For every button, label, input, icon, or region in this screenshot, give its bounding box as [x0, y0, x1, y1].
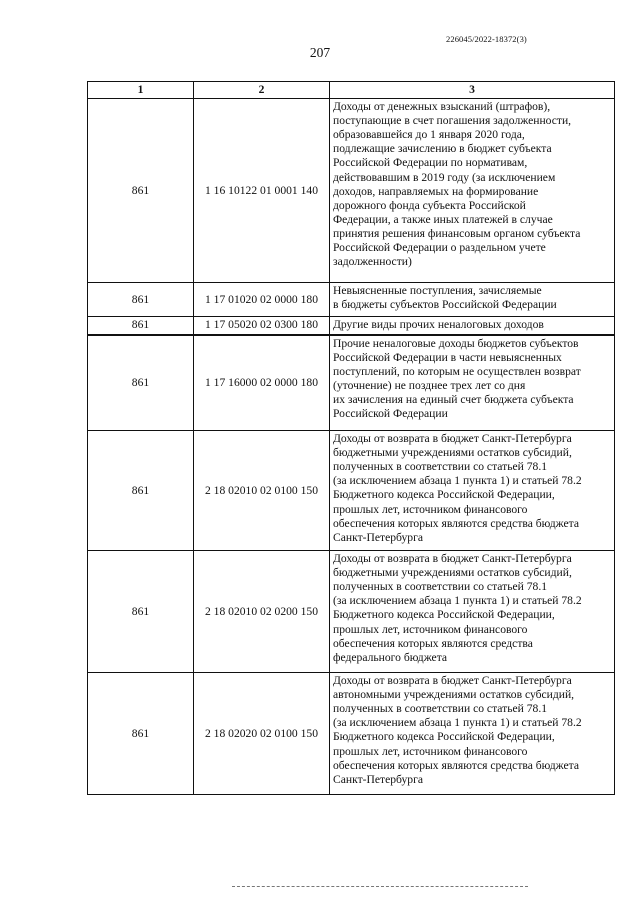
column-header-2: 2: [194, 82, 330, 99]
column-header-1: 1: [88, 82, 194, 99]
budget-codes-table: [87, 81, 615, 795]
footer-divider: [232, 886, 528, 887]
document-id: 226045/2022-18372(3): [446, 34, 527, 44]
admin-code-cell: 861: [88, 335, 194, 431]
admin-code-cell: 861: [88, 317, 194, 335]
description-cell: Доходы от возврата в бюджет Санкт-Петербурга бюджетными учреждениями остатков субсидий, полученных в соответствии со статьей 78.1 (за исключением абзаца 1 пункта 1) и статьей 78.2 Бюджетного кодекса Российской Федерации, прошлых лет, источником финансового обеспечения которых являются средства бюджета Санкт-Петербурга: [330, 431, 615, 551]
page-number: 207: [309, 45, 331, 60]
budget-code-cell: 1 17 05020 02 0300 180: [194, 317, 330, 335]
budget-code-cell: 1 17 01020 02 0000 180: [194, 283, 330, 317]
admin-code-cell: 861: [88, 431, 194, 551]
budget-code-cell: 2 18 02010 02 0200 150: [194, 551, 330, 673]
description-cell: Прочие неналоговые доходы бюджетов субъектов Российской Федерации в части невыясненных поступлений, по которым не осуществлен возврат (уточнение) не позднее трех лет со дня их зачисления на единый счет бюджета субъекта Российской Федерации: [330, 335, 615, 431]
table-header-row: [88, 82, 615, 99]
table-row: [88, 317, 615, 335]
description-cell: Доходы от денежных взысканий (штрафов), поступающие в счет погашения задолженности, образовавшейся до 1 января 2020 года, подлежащие зачислению в бюджет субъекта Российской Федерации по нормативам, действовавшим в 2019 году (за исключением доходов, направляемых на формирование дорожного фонда субъекта Российской Федерации, а также иных платежей в случае принятия решения финансовым органом субъекта Российской Федерации о раздельном учете задолженности): [330, 99, 615, 283]
budget-code-cell: 1 16 10122 01 0001 140: [194, 99, 330, 283]
budget-code-cell: 1 17 16000 02 0000 180: [194, 335, 330, 431]
table-row: [88, 99, 615, 283]
budget-code-cell: 2 18 02020 02 0100 150: [194, 673, 330, 795]
table-row: [88, 335, 615, 431]
table-row: [88, 431, 615, 551]
table-row: [88, 551, 615, 673]
admin-code-cell: 861: [88, 283, 194, 317]
description-cell: Невыясненные поступления, зачисляемые в бюджеты субъектов Российской Федерации: [330, 283, 615, 317]
description-cell: Доходы от возврата в бюджет Санкт-Петербурга бюджетными учреждениями остатков субсидий, полученных в соответствии со статьей 78.1 (за исключением абзаца 1 пункта 1) и статьей 78.2 Бюджетного кодекса Российской Федерации, прошлых лет, источником финансового обеспечения которых являются средства федерального бюджета: [330, 551, 615, 673]
column-header-3: 3: [330, 82, 615, 99]
admin-code-cell: 861: [88, 551, 194, 673]
admin-code-cell: 861: [88, 99, 194, 283]
description-cell: Доходы от возврата в бюджет Санкт-Петербурга автономными учреждениями остатков субсидий, полученных в соответствии со статьей 78.1 (за исключением абзаца 1 пункта 1) и статьей 78.2 Бюджетного кодекса Российской Федерации, прошлых лет, источником финансового обеспечения которых являются средства бюджета Санкт-Петербурга: [330, 673, 615, 795]
table-row: [88, 283, 615, 317]
table-row: [88, 673, 615, 795]
description-cell: Другие виды прочих неналоговых доходов: [330, 317, 615, 335]
admin-code-cell: 861: [88, 673, 194, 795]
budget-code-cell: 2 18 02010 02 0100 150: [194, 431, 330, 551]
